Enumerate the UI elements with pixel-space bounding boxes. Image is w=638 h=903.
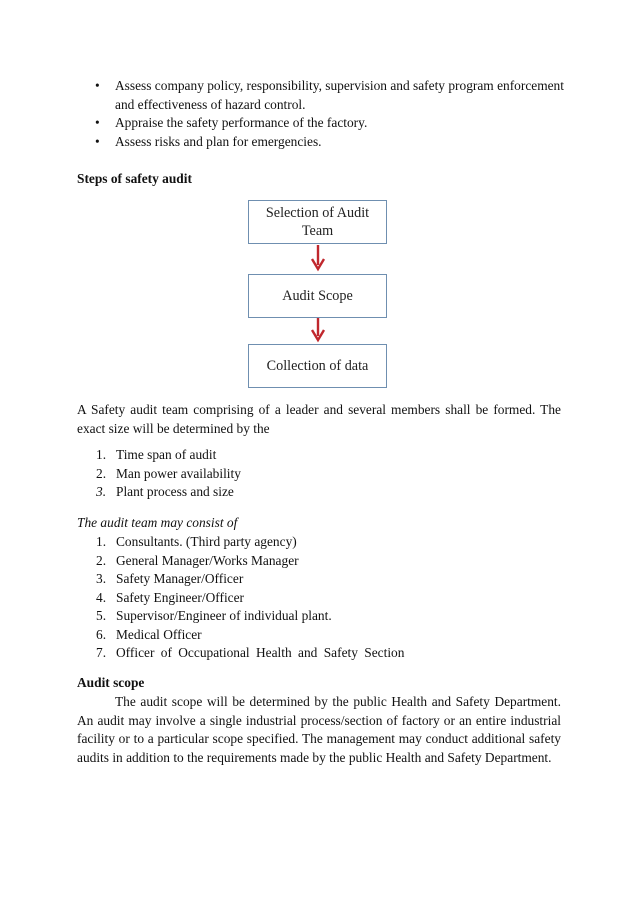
flow-box-label: Collection of data bbox=[266, 358, 369, 374]
objectives-bullet-list bbox=[95, 77, 565, 151]
list-text: Consultants. (Third party agency) bbox=[116, 534, 297, 549]
list-text: Plant process and size bbox=[116, 484, 234, 499]
flow-box-audit-scope bbox=[248, 274, 387, 318]
bullet-glyph: • bbox=[95, 133, 100, 149]
list-text: Man power availability bbox=[116, 465, 241, 481]
list-number: 4. bbox=[96, 589, 107, 605]
flow-arrow-down-icon bbox=[310, 318, 326, 344]
bullet-item bbox=[95, 133, 565, 152]
bullet-item bbox=[95, 77, 565, 114]
bullet-text: Assess company policy, responsibility, supervision and safety program enforcement and effectiveness of hazard control. bbox=[115, 78, 564, 112]
list-number: 3. bbox=[96, 571, 107, 586]
list-number: 2. bbox=[96, 552, 107, 568]
flow-arrow-down-icon bbox=[310, 245, 326, 273]
list-item bbox=[96, 533, 404, 552]
list-number: 5. bbox=[96, 608, 107, 623]
list-text: Safety Engineer/Officer bbox=[116, 589, 245, 605]
bullet-glyph: • bbox=[95, 115, 100, 130]
list-item bbox=[96, 483, 241, 502]
list-number: 3. bbox=[96, 484, 107, 499]
bullet-text: Appraise the safety performance of the factory. bbox=[115, 115, 368, 130]
list-number: 2. bbox=[96, 465, 107, 481]
list-text: Time span of audit bbox=[116, 447, 217, 462]
list-text: Safety Manager/Officer bbox=[116, 571, 244, 586]
list-text: Medical Officer bbox=[116, 626, 202, 642]
flow-box-label: Audit Scope bbox=[282, 288, 353, 304]
list-number: 7. bbox=[96, 645, 107, 660]
bullet-text: Assess risks and plan for emergencies. bbox=[115, 133, 322, 149]
list-text: Officer of Occupational Health and Safety Section bbox=[116, 645, 405, 660]
list-item bbox=[96, 626, 404, 645]
audit-scope-heading: Audit scope bbox=[77, 675, 145, 690]
flow-box-label: Selection of Audit Team bbox=[265, 205, 370, 239]
list-item bbox=[96, 552, 404, 571]
steps-heading: Steps of safety audit bbox=[77, 171, 192, 186]
list-item bbox=[96, 607, 404, 626]
bullet-item bbox=[95, 114, 565, 133]
list-number: 6. bbox=[96, 626, 107, 642]
list-item bbox=[96, 589, 404, 608]
flow-box-collection bbox=[248, 344, 387, 388]
list-item bbox=[96, 465, 241, 484]
team-members-list bbox=[96, 533, 404, 663]
size-factors-list bbox=[96, 446, 241, 502]
list-text: General Manager/Works Manager bbox=[116, 552, 299, 568]
audit-scope-paragraph: The audit scope will be determined by the public Health and Safety Department. An audit may involve a single industrial process/section of factory or an entire industrial facility or to a particular scope specified. The management may conduct additional safety audits in addition to the requirements made by the public Health and Safety Department. bbox=[77, 694, 561, 765]
team-consist-heading: The audit team may consist of bbox=[77, 515, 238, 530]
bullet-glyph: • bbox=[95, 78, 100, 93]
list-item bbox=[96, 644, 404, 663]
list-item bbox=[96, 570, 404, 589]
list-text: Supervisor/Engineer of individual plant. bbox=[116, 608, 332, 623]
list-number: 1. bbox=[96, 447, 107, 462]
flow-box-selection bbox=[248, 200, 387, 244]
list-item bbox=[96, 446, 241, 465]
list-number: 1. bbox=[96, 534, 107, 549]
team-paragraph: A Safety audit team comprising of a leader and several members shall be formed. The exact size will be determined by the bbox=[77, 402, 561, 436]
